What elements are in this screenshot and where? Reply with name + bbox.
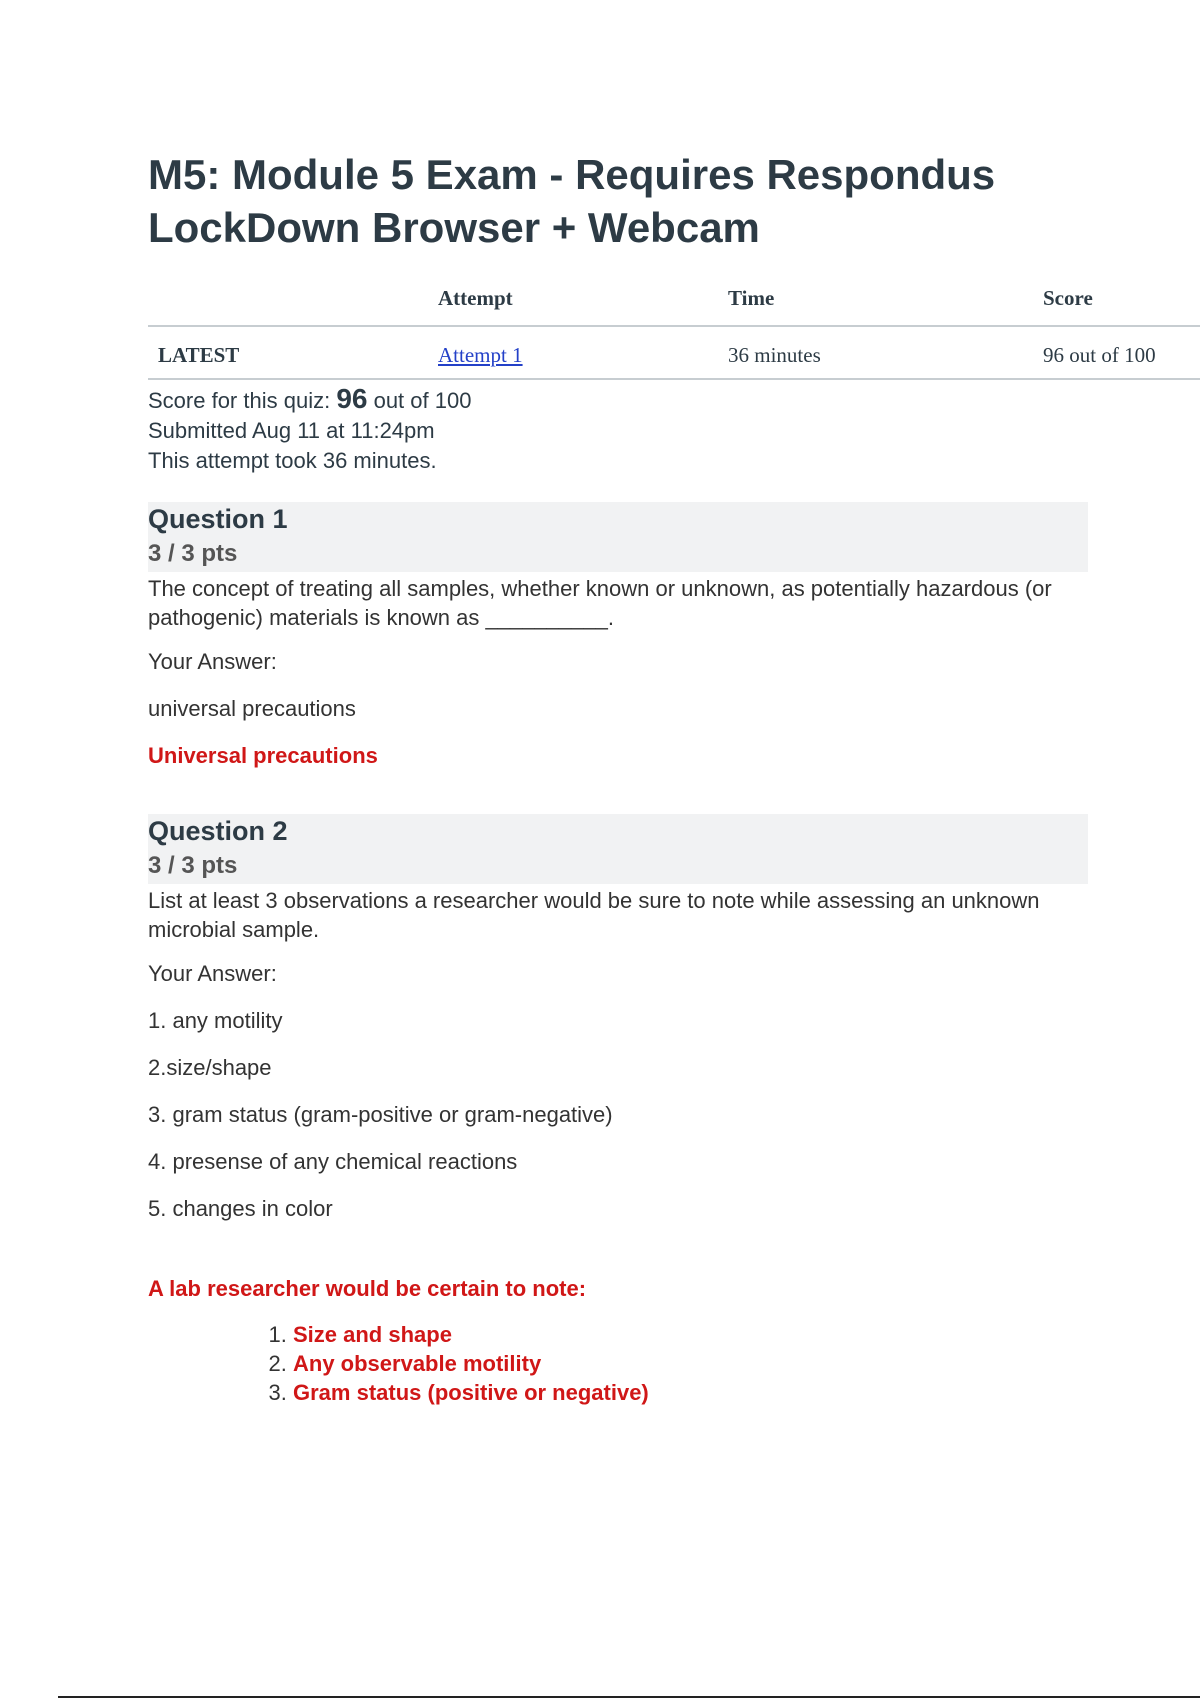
question-text: The concept of treating all samples, whether known or unknown, as potentially hazardous (or pathogenic) materials is known as __________. (148, 576, 1052, 630)
list-item: 3. Gram status (positive or negative) (293, 1378, 1200, 1407)
question-header (148, 502, 1088, 572)
question-header (148, 814, 1088, 884)
duration-line: This attempt took 36 minutes. (148, 448, 437, 473)
correct-answer-list (148, 1320, 1200, 1407)
attempts-table (148, 276, 1200, 380)
attempts-header-row (148, 276, 1200, 326)
list-item: 1. Size and shape (293, 1320, 1200, 1349)
correct-answer: Universal precautions (148, 743, 378, 768)
question-name: Question 1 (148, 504, 288, 534)
bottom-divider (58, 1696, 1200, 1698)
question-name: Question 2 (148, 816, 288, 846)
header-time: Time (728, 276, 1043, 326)
answer-item: 3. gram status (gram-positive or gram-negative) (148, 1102, 613, 1127)
attempt-cell (438, 326, 728, 379)
quiz-summary (148, 384, 1200, 476)
your-answer-label: Your Answer: (148, 961, 277, 986)
score-suffix: out of 100 (367, 388, 472, 413)
question-2 (148, 814, 1200, 1407)
header-blank (148, 276, 438, 326)
score-line (148, 384, 1200, 416)
attempt-link[interactable]: Attempt 1 (438, 343, 523, 367)
question-1 (148, 502, 1200, 770)
header-attempt: Attempt (438, 276, 728, 326)
answer-item: 5. changes in color (148, 1196, 333, 1221)
latest-label: LATEST (148, 326, 438, 379)
question-text: List at least 3 observations a researcher would be sure to note while assessing an unknown microbial sample. (148, 888, 1040, 942)
list-item: 2. Any observable motility (293, 1349, 1200, 1378)
score-cell: 96 out of 100 (1043, 326, 1200, 379)
score-prefix: Score for this quiz: (148, 388, 337, 413)
question-points: 3 / 3 pts (148, 852, 238, 879)
correct-answer-heading: A lab researcher would be certain to note: (148, 1276, 587, 1301)
answer-item: 2.size/shape (148, 1055, 272, 1080)
quiz-results-page (148, 148, 1200, 1407)
answer-item: 1. any motility (148, 1008, 283, 1033)
table-row (148, 326, 1200, 379)
submitted-line: Submitted Aug 11 at 11:24pm (148, 418, 435, 443)
score-value: 96 (336, 383, 368, 414)
your-answer-label: Your Answer: (148, 649, 277, 674)
time-cell: 36 minutes (728, 326, 1043, 379)
answer-text: universal precautions (148, 696, 356, 721)
header-score: Score (1043, 276, 1200, 326)
question-points: 3 / 3 pts (148, 540, 238, 567)
answer-item: 4. presense of any chemical reactions (148, 1149, 518, 1174)
page-title: M5: Module 5 Exam - Requires Respondus LockDown Browser + Webcam (148, 151, 996, 251)
